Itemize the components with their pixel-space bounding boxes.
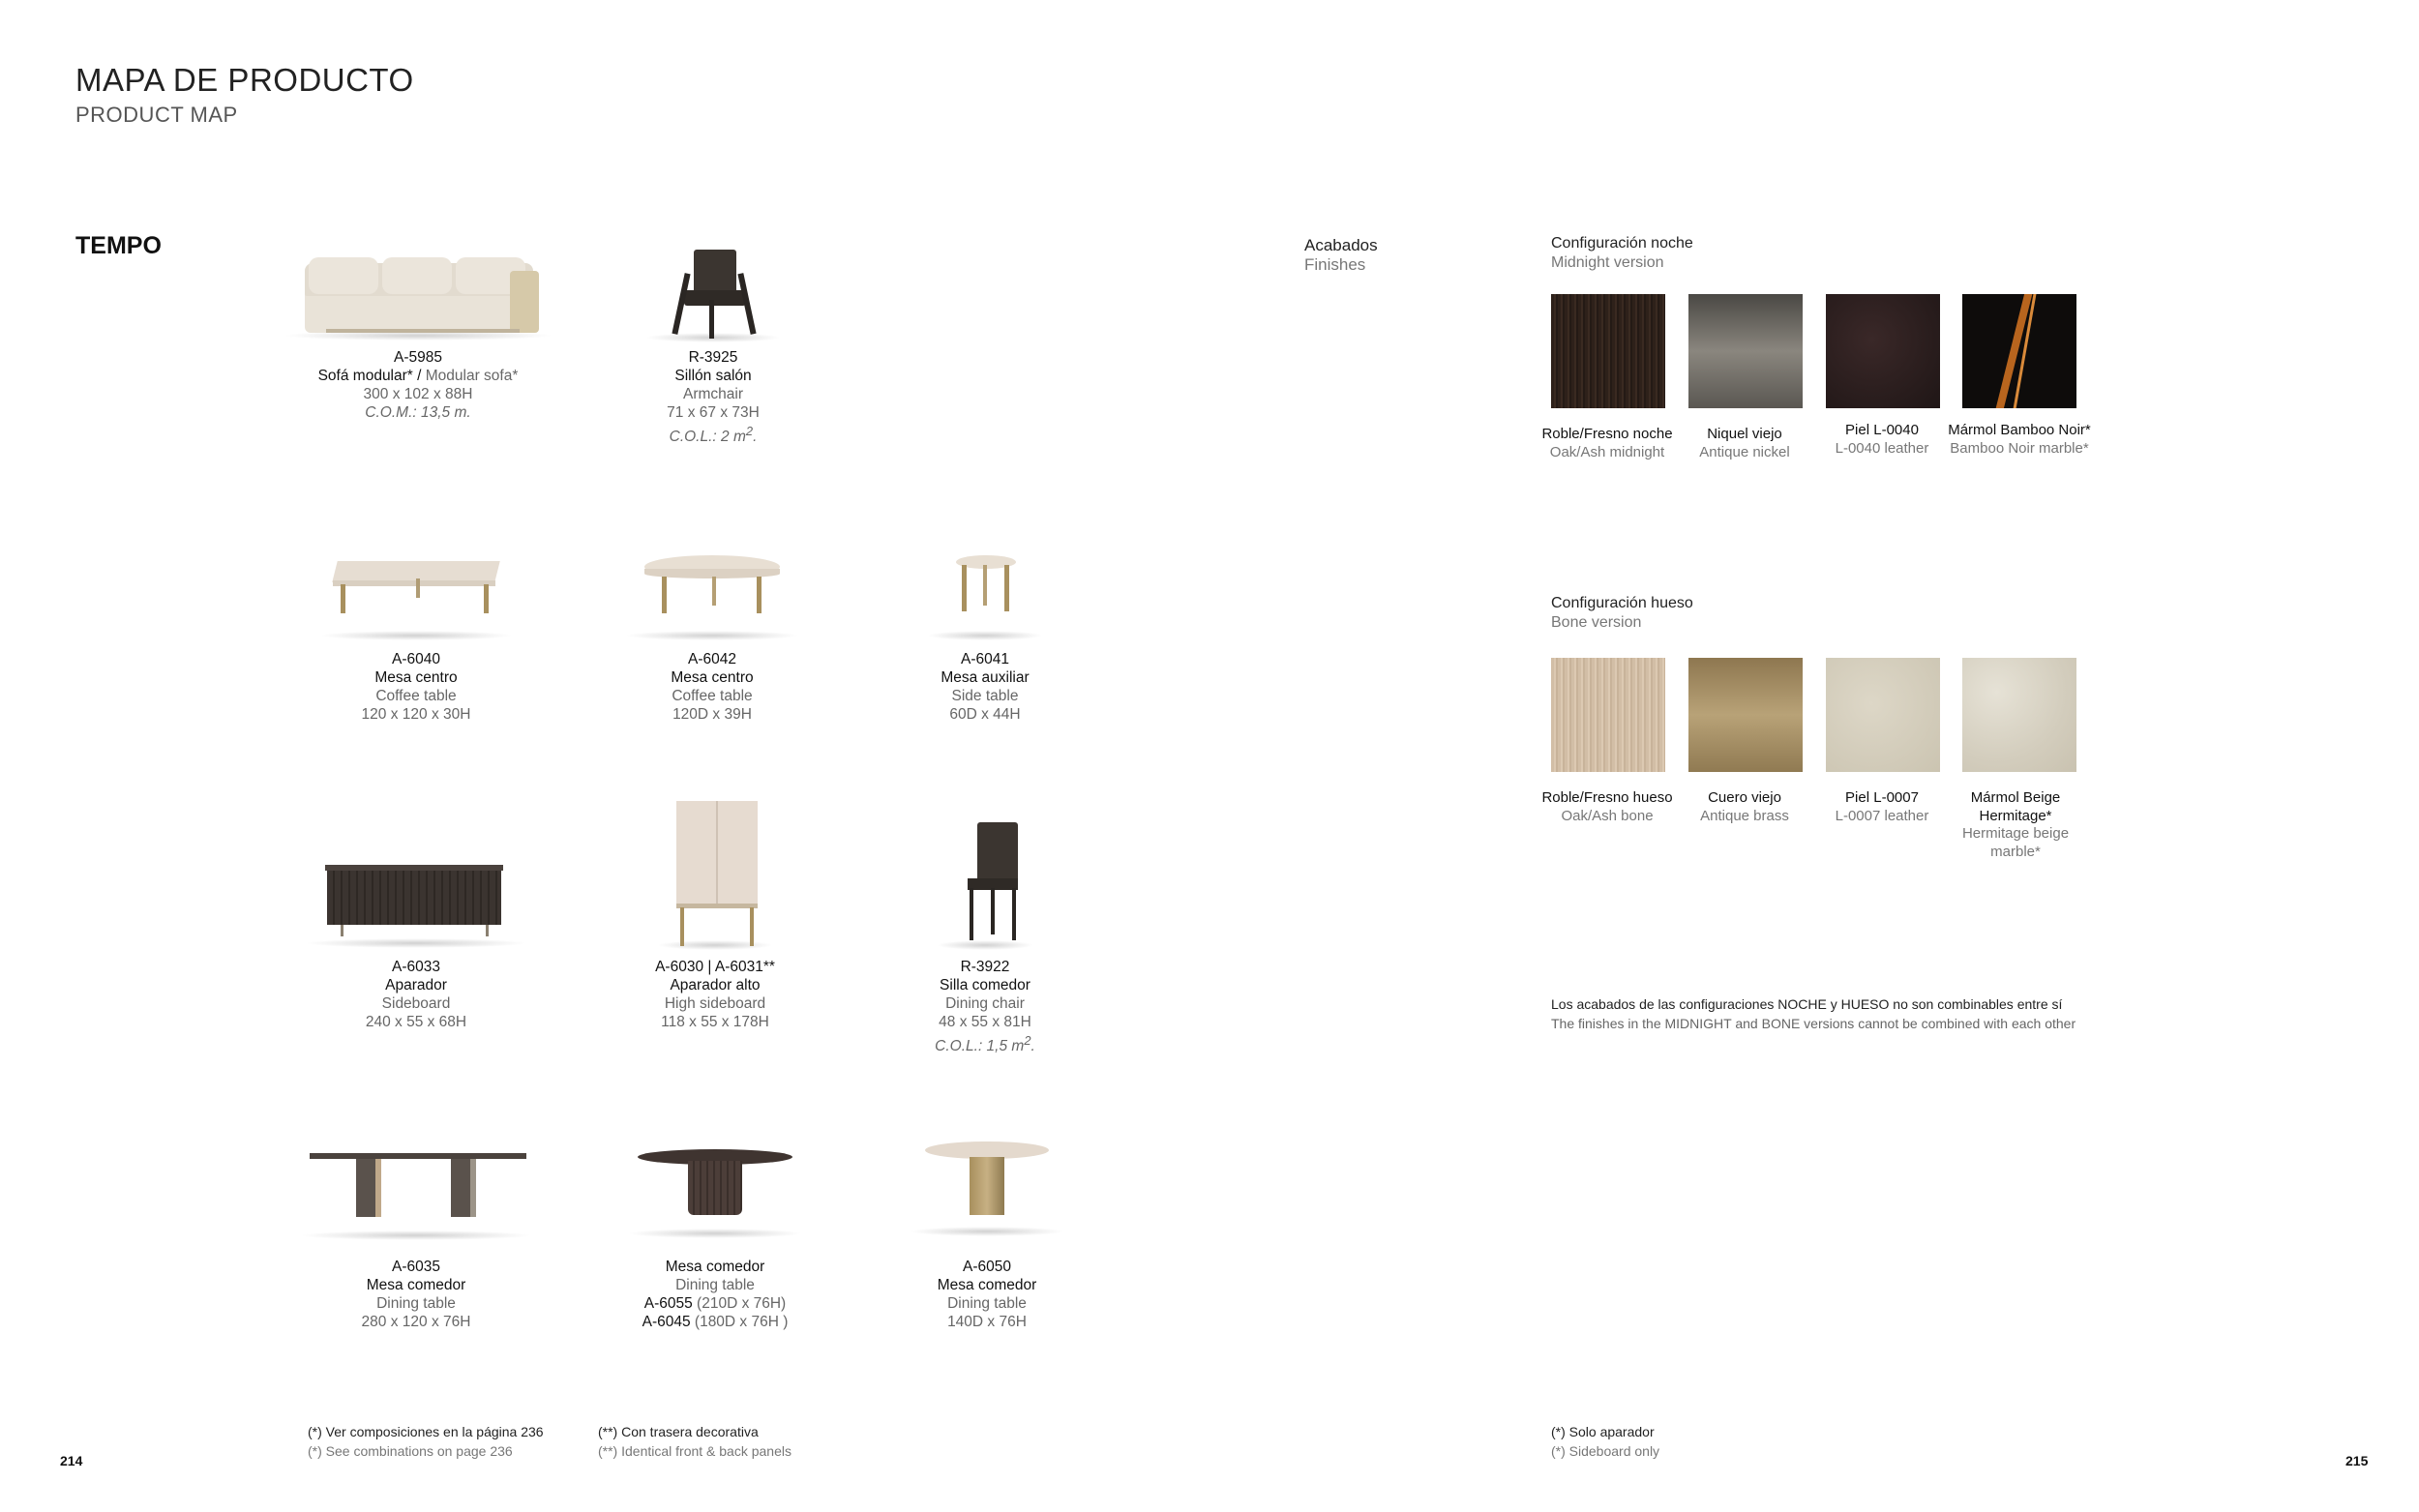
product-code: A-6042 xyxy=(688,651,736,667)
swatch-label: Roble/Fresno hueso Oak/Ash bone xyxy=(1541,789,1673,824)
product-name-en: High sideboard xyxy=(664,995,766,1012)
swatch-label: Piel L-0040 L-0040 leather xyxy=(1835,422,1929,457)
product-code: A-6035 xyxy=(392,1259,440,1275)
midnight-config-title: Configuración noche xyxy=(1551,235,1693,252)
swatch-label: Cuero viejo Antique brass xyxy=(1700,789,1789,824)
page-subtitle: PRODUCT MAP xyxy=(75,103,238,127)
sofa-image xyxy=(268,213,568,348)
dining-table-image xyxy=(281,1112,552,1258)
product-card[interactable] xyxy=(832,1112,1142,1331)
product-code: A-6033 xyxy=(392,959,440,975)
product-name-en: Sideboard xyxy=(381,995,451,1012)
product-dimensions: 60D x 44H xyxy=(949,706,1021,723)
footnote: (**) Identical front & back panels xyxy=(598,1443,791,1459)
product-dimensions: 120D x 39H xyxy=(672,706,752,723)
product-dimensions: (180D x 76H ) xyxy=(694,1314,789,1330)
finishes-title: Acabados xyxy=(1304,236,1378,254)
armchair-image xyxy=(616,213,810,348)
product-dimensions: 300 x 102 x 88H xyxy=(363,386,473,402)
collection-title: TEMPO xyxy=(75,232,162,259)
product-card[interactable] xyxy=(830,515,1140,724)
swatch-label: Mármol Beige Hermitage* Hermitage beige marble* xyxy=(1961,789,2070,860)
swatch-leather-l0040[interactable] xyxy=(1826,294,1940,408)
swatch-label: Piel L-0007 L-0007 leather xyxy=(1835,789,1929,824)
product-card[interactable] xyxy=(263,213,573,422)
product-dimensions: 120 x 120 x 30H xyxy=(361,706,471,723)
product-name-en: Side table xyxy=(951,688,1019,704)
footnote: (**) Con trasera decorativa xyxy=(598,1424,759,1439)
product-name-en: Coffee table xyxy=(375,688,457,704)
product-card[interactable] xyxy=(560,1112,870,1331)
footnote: (*) Ver composiciones en la página 236 xyxy=(308,1424,544,1439)
swatch-label: Mármol Bamboo Noir* Bamboo Noir marble* xyxy=(1948,422,2091,457)
product-note: C.O.M.: 13,5 m. xyxy=(365,404,471,421)
page-title: MAPA DE PRODUCTO xyxy=(75,62,414,98)
footnote: (*) Sideboard only xyxy=(1551,1443,1660,1459)
product-code: A-6045 xyxy=(642,1314,691,1330)
dining-chair-image xyxy=(898,795,1072,958)
product-name-en: Armchair xyxy=(682,386,743,402)
product-name-es: Sofá modular* / xyxy=(317,368,422,384)
product-code: A-6041 xyxy=(961,651,1009,667)
finishes-notice-en: The finishes in the MIDNIGHT and BONE versions cannot be combined with each other xyxy=(1551,1016,2076,1031)
product-note: C.O.L.: 2 $m^2$. xyxy=(669,424,758,446)
page-number-right: 215 xyxy=(2345,1453,2369,1468)
product-code: R-3922 xyxy=(960,959,1010,975)
side-table-image xyxy=(898,515,1072,650)
footnote: (*) Solo aparador xyxy=(1551,1424,1655,1439)
product-name-en: Dining table xyxy=(947,1295,1027,1312)
product-code: A-6050 xyxy=(963,1259,1011,1275)
product-card[interactable] xyxy=(560,795,870,1031)
swatch-antique-brass[interactable] xyxy=(1688,658,1803,772)
bone-config-title: Configuración hueso xyxy=(1551,595,1693,611)
product-name-es: Aparador alto xyxy=(670,977,761,993)
swatch-label: Niquel viejo Antique nickel xyxy=(1699,426,1790,460)
footnote: (*) See combinations on page 236 xyxy=(308,1443,513,1459)
pedestal-dining-table-image xyxy=(890,1112,1084,1258)
product-card[interactable] xyxy=(830,795,1140,1055)
product-card[interactable] xyxy=(558,213,868,446)
finishes-subtitle: Finishes xyxy=(1304,255,1366,274)
product-name-es: Silla comedor xyxy=(940,977,1030,993)
product-code: A-6030 | A-6031** xyxy=(655,959,775,975)
product-card[interactable] xyxy=(261,1112,571,1331)
product-code: A-6055 xyxy=(643,1295,693,1312)
product-name-en: Dining table xyxy=(376,1295,456,1312)
coffee-table-image xyxy=(300,515,532,650)
swatch-hermitage-beige-marble[interactable] xyxy=(1962,658,2076,772)
product-card[interactable] xyxy=(261,795,571,1031)
product-card[interactable] xyxy=(557,515,867,724)
product-name-es: Mesa comedor xyxy=(937,1277,1037,1293)
product-dimensions: 118 x 55 x 178H xyxy=(661,1014,769,1030)
product-dimensions: 140D x 76H xyxy=(947,1314,1027,1330)
product-code: A-5985 xyxy=(394,349,442,366)
product-name-es: Mesa centro xyxy=(671,669,754,686)
product-name-en: Dining chair xyxy=(945,995,1025,1012)
product-name-es: Mesa auxiliar xyxy=(941,669,1030,686)
swatch-bamboo-noir-marble[interactable] xyxy=(1962,294,2076,408)
swatch-label: Roble/Fresno noche Oak/Ash midnight xyxy=(1541,426,1673,460)
product-name-es: Mesa centro xyxy=(374,669,458,686)
finishes-notice: Los acabados de las configuraciones NOCHE y HUESO no son combinables entre sí xyxy=(1551,996,2063,1012)
bone-config-subtitle: Bone version xyxy=(1551,614,1642,631)
round-dining-table-image xyxy=(609,1112,821,1258)
swatch-oak-midnight[interactable] xyxy=(1551,294,1665,408)
product-dimensions: 48 x 55 x 81H xyxy=(939,1014,1031,1030)
product-name-en: Dining table xyxy=(675,1277,755,1293)
product-name-es: Sillón salón xyxy=(674,368,752,384)
product-card[interactable] xyxy=(261,515,571,724)
product-note: C.O.L.: 1,5 $m^2$. xyxy=(935,1033,1035,1055)
product-dimensions: 71 x 67 x 73H xyxy=(667,404,760,421)
product-name-es: Mesa comedor xyxy=(366,1277,466,1293)
midnight-config-subtitle: Midnight version xyxy=(1551,254,1664,271)
swatch-oak-bone[interactable] xyxy=(1551,658,1665,772)
sideboard-image xyxy=(290,795,542,958)
round-coffee-table-image xyxy=(606,515,819,650)
product-name-es: Mesa comedor xyxy=(665,1259,765,1275)
product-dimensions: 280 x 120 x 76H xyxy=(361,1314,471,1330)
high-sideboard-image xyxy=(618,795,812,958)
page-number-left: 214 xyxy=(60,1453,83,1468)
swatch-antique-nickel[interactable] xyxy=(1688,294,1803,408)
product-code: A-6040 xyxy=(392,651,440,667)
product-code: R-3925 xyxy=(688,349,738,366)
product-name-en: Coffee table xyxy=(672,688,753,704)
product-name-en: Modular sofa* xyxy=(425,368,519,384)
product-dimensions: (210D x 76H) xyxy=(697,1295,787,1312)
product-dimensions: 240 x 55 x 68H xyxy=(365,1014,467,1030)
product-name-es: Aparador xyxy=(385,977,447,993)
swatch-leather-l0007[interactable] xyxy=(1826,658,1940,772)
